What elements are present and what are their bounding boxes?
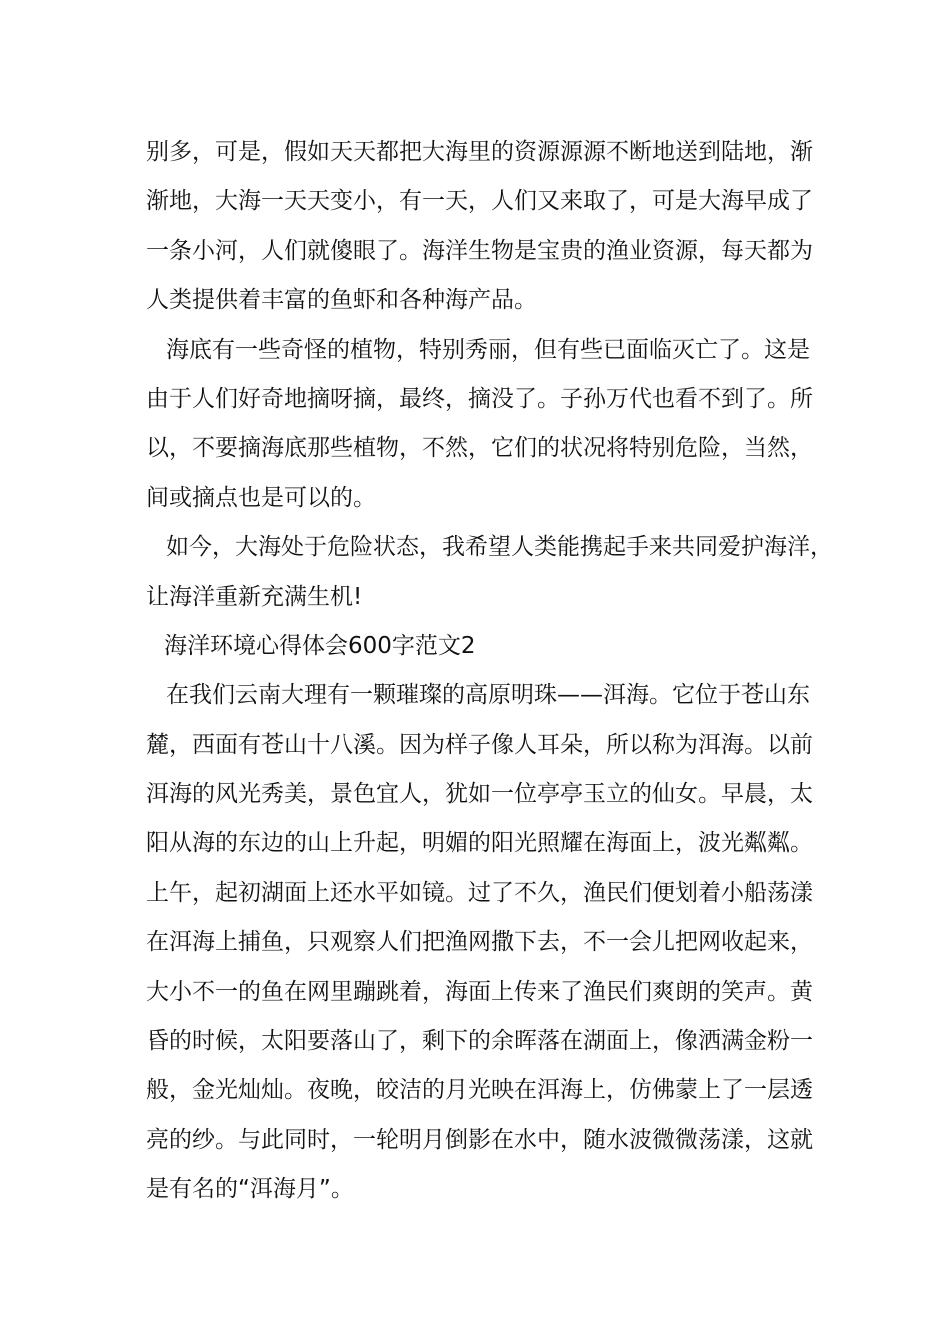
- text-line: 上午，起初湖面上还水平如镜。过了不久，渔民们便划着小船荡漾: [146, 879, 813, 906]
- body-text: [146, 128, 833, 1215]
- section-heading: 海洋环境心得体会600字范文2: [164, 632, 476, 659]
- paragraph-start-line: 如今，大海处于危险状态，我希望人类能携起手来共同爱护海洋，: [166, 534, 833, 561]
- text-line: 别多，可是，假如天天都把大海里的资源源源不断地送到陆地，渐: [146, 139, 813, 165]
- paragraph-start-line: 在我们云南大理有一颗璀璨的高原明珠——洱海。它位于苍山东: [166, 682, 810, 709]
- text-line: 大小不一的鱼在网里蹦跳着，海面上传来了渔民们爽朗的笑声。黄: [146, 978, 813, 1005]
- paragraph-start-line: 海底有一些奇怪的植物，特别秀丽，但有些已面临灭亡了。这是: [166, 336, 810, 363]
- text-line: 亮的纱。与此同时，一轮明月倒影在水中，随水波微微荡漾，这就: [146, 1126, 813, 1153]
- text-line: 麓，西面有苍山十八溪。因为样子像人耳朵，所以称为洱海。以前: [146, 731, 813, 758]
- text-line: 昏的时候，太阳要落山了，剩下的余晖落在湖面上，像洒满金粉一: [146, 1028, 813, 1055]
- text-line: 一条小河，人们就傻眼了。海洋生物是宝贵的渔业资源，每天都为: [146, 237, 813, 264]
- text-line: 以，不要摘海底那些植物，不然，它们的状况将特别危险，当然，: [146, 435, 813, 462]
- text-line: 般，金光灿灿。夜晚，皎洁的月光映在洱海上，仿佛蒙上了一层透: [146, 1077, 813, 1104]
- text-line: 在洱海上捕鱼，只观察人们把渔网撒下去，不一会儿把网收起来，: [146, 929, 813, 956]
- text-line: 是有名的“洱海月”。: [146, 1176, 354, 1203]
- text-line: 阳从海的东边的山上升起，明媚的阳光照耀在海面上，波光粼粼。: [146, 830, 813, 857]
- text-line: 由于人们好奇地摘呀摘，最终，摘没了。子孙万代也看不到了。所: [146, 385, 813, 412]
- text-line: 让海洋重新充满生机!: [146, 583, 363, 610]
- text-line: 洱海的风光秀美，景色宜人，犹如一位亭亭玉立的仙女。早晨，太: [146, 781, 813, 808]
- text-line: 间或摘点也是可以的。: [146, 484, 376, 511]
- text-line: 渐地，大海一天天变小，有一天，人们又来取了，可是大海早成了: [146, 188, 813, 215]
- text-line: 人类提供着丰富的鱼虾和各种海产品。: [146, 287, 537, 314]
